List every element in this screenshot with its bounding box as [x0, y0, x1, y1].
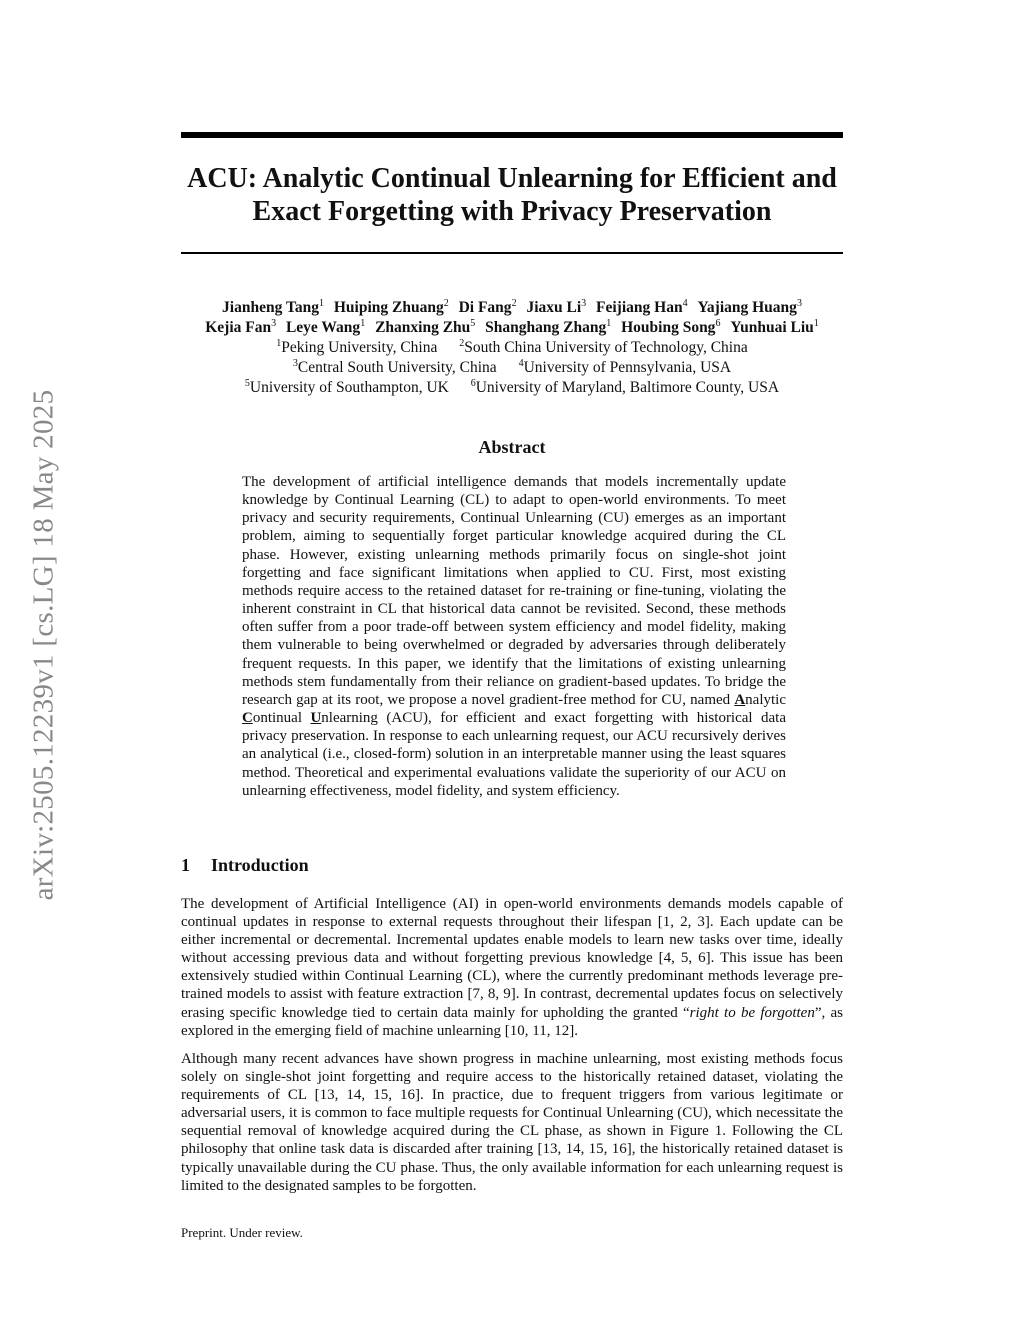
title-line-1: ACU: Analytic Continual Unlearning for Efficient and [187, 163, 837, 194]
author: Jiaxu Li$^3$ [526, 297, 587, 316]
author-block [150, 298, 874, 398]
title-bottom-rule [181, 252, 843, 254]
affiliation: $^1$Peking University, China [276, 337, 438, 356]
author: Yajiang Huang$^3$ [697, 297, 802, 316]
affiliation: $^4$University of Pennsylvania, USA [518, 357, 732, 376]
paper-title [160, 162, 864, 228]
intro-paragraph-2: Although many recent advances have shown progress in machine unlearning, most existing methods focus solely on single-shot joint forgetting and require access to the historically retained dataset, violating the requirements of CL [13, 14, 15, 16]. In practice, due to frequent triggers from various legitimate or adversarial users, it is common to face multiple requests for Continual Unlearning (CU), which necessitate the sequential removal of knowledge acquired during the CL phase, as shown in Figure 1. Following the CL philosophy that online task data is discarded after training [13, 14, 15, 16], the historically retained dataset is typically unavailable during the CU phase. Thus, the only available information for each unlearning request is limited to the designated samples to be forgotten. [181, 1051, 843, 1194]
affiliation: $^3$Central South University, China [292, 357, 497, 376]
abstract-heading: Abstract [478, 437, 546, 457]
abstract-text: The development of artificial intelligence demands that models incrementally update knowledge by Continual Learning (CL) to adapt to open-world environments. To meet privacy and security requirements, Continual Unlearning (CU) emerges as an important problem, aiming to sequentially forget particular knowledge acquired during the CL phase. However, existing unlearning methods primarily focus on single-shot joint forgetting and face significant limitations when applied to CU. First, most existing methods require access to the retained dataset for re-training or fine-tuning, violating the inherent constraint in CL that historical data cannot be revisited. Second, these methods often suffer from a poor trade-off between system efficiency and model fidelity, making them vulnerable to being overwhelmed or degraded by adversaries through deliberately frequent requests. In this paper, we identify that the limitations of existing unlearning methods stem fundamentally from their reliance on gradient-based updates. To bridge the research gap at its root, we propose a novel gradient-free method for CU, named Analytic Continual Unlearning (ACU), for efficient and exact forgetting with historical data privacy preservation. In response to each unlearning request, our ACU recursively derives an analytical (i.e., closed-form) solution in an interpretable manner using the least squares method. Theoretical and experimental evaluations validate the superiority of our ACU on unlearning effectiveness, model fidelity, and system efficiency. [242, 474, 786, 799]
preprint-footer: Preprint. Under review. [181, 1225, 303, 1240]
title-top-rule [181, 132, 843, 138]
affiliation: $^5$University of Southampton, UK [244, 377, 449, 396]
author: Shanghang Zhang$^1$ [485, 317, 612, 336]
author-line-2 [150, 318, 874, 338]
author: Huiping Zhuang$^2$ [333, 297, 449, 316]
author: Zhanxing Zhu$^5$ [375, 317, 476, 336]
arxiv-identifier: arXiv:2505.12239v1 [cs.LG] 18 May 2025 [27, 389, 60, 901]
intro-paragraph-1: The development of Artificial Intelligence (AI) in open-world environments demands models capable of continual updates in response to external requests throughout their lifespan [1, 2, 3]. Each update can be either incremental or decremental. Incremental updates enable models to learn new tasks over time, ideally without accessing previous data and without forgetting previous knowledge [4, 5, 6]. This issue has been extensively studied within Continual Learning (CL), where the currently predominant methods leverage pre-trained models to assist with feature extraction [7, 8, 9]. In contrast, decremental updates focus on selectively erasing specific knowledge tied to certain data mainly for upholding the granted “right to be forgotten”, as explored in the emerging field of machine unlearning [10, 11, 12]. [181, 896, 843, 1039]
affiliation-line-1 [150, 338, 874, 358]
author: Jianheng Tang$^1$ [222, 297, 324, 316]
section-title: Introduction [211, 855, 309, 875]
affiliation-line-3 [150, 378, 874, 398]
affiliation: $^2$South China University of Technology, China [459, 337, 748, 356]
author: Houbing Song$^6$ [621, 317, 721, 336]
section-heading-introduction [181, 855, 309, 876]
affiliation-line-2 [150, 358, 874, 378]
author: Leye Wang$^1$ [285, 317, 366, 336]
author: Kejia Fan$^3$ [205, 317, 277, 336]
section-number: 1 [181, 855, 190, 875]
affiliation: $^6$University of Maryland, Baltimore County, USA [470, 377, 780, 396]
author-line-1 [150, 298, 874, 318]
title-line-2: Exact Forgetting with Privacy Preservation [252, 196, 772, 227]
author: Feijiang Han$^4$ [596, 297, 688, 316]
author: Di Fang$^2$ [458, 297, 517, 316]
author: Yunhuai Liu$^1$ [730, 317, 819, 336]
